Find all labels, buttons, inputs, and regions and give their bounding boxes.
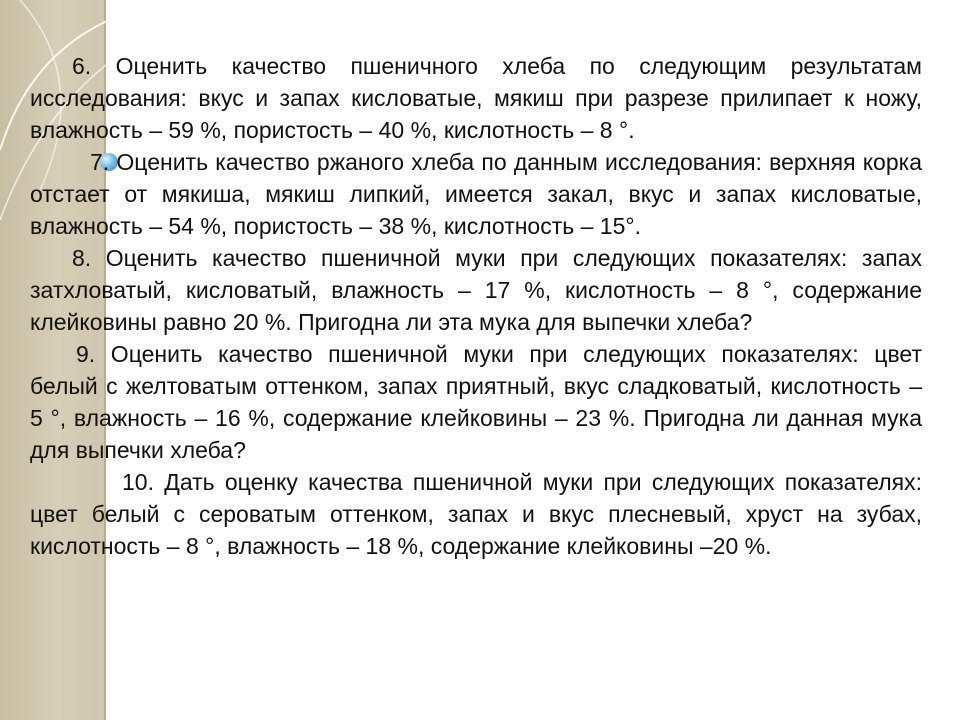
- task-10: 10. Дать оценку качества пшеничной муки при следующих показателях: цвет белый с сероватым оттенком, запах и вкус плесневый, хруст на зубах, кислотность – 8 °, влажность – 18 %, содержание клейковины –20 %.: [30, 469, 922, 559]
- task-6: 6. Оценить качество пшеничного хлеба по следующим результатам исследования: вкус и запах кисловатые, мякиш при разрезе прилипает к ножу, влажность – 59 %, пористость – 40 %, кислотность – 8 °.: [30, 53, 922, 143]
- slide-content: [30, 50, 922, 562]
- task-7: 7. Оценить качество ржаного хлеба по данным исследования: верхняя корка отстает от мякиша, мякиш липкий, имеется закал, вкус и запах кисловатые, влажность – 54 %, пористость – 38 %, кислотность – 15°.: [30, 149, 922, 239]
- task-8: 8. Оценить качество пшеничной муки при следующих показателях: запах затхловатый, кисловатый, влажность – 17 %, кислотность – 8 °, содержание клейковины равно 20 %. Пригодна ли эта мука для выпечки хлеба?: [30, 245, 922, 335]
- task-9: 9. Оценить качество пшеничной муки при следующих показателях: цвет белый с желтоватым оттенком, запах приятный, вкус сладковатый, кислотность – 5 °, влажность – 16 %, содержание клейковины – 23 %. Пригодна ли данная мука для выпечки хлеба?: [30, 341, 922, 463]
